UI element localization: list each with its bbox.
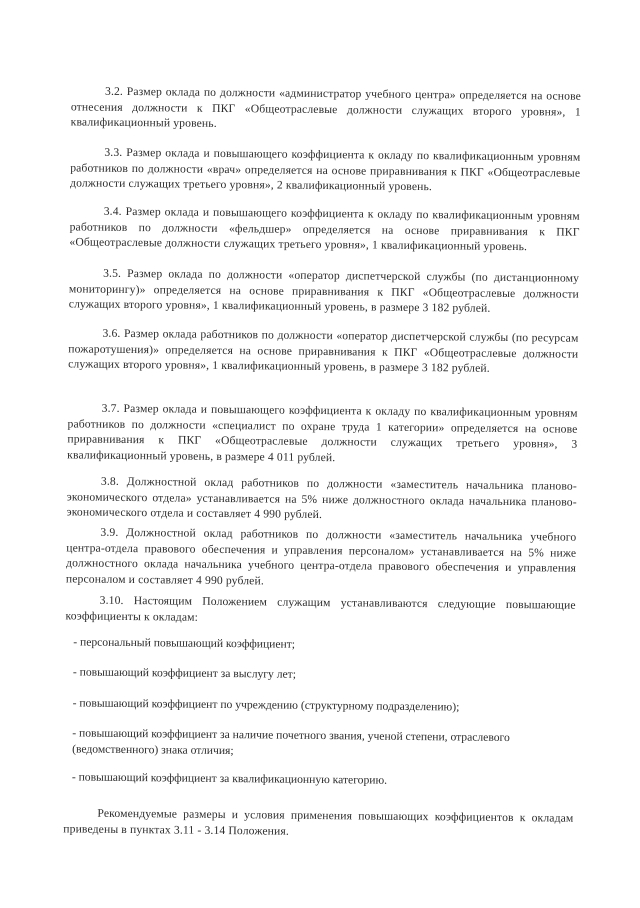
- paragraph-3-5: 3.5. Размер оклада по должности «оператор диспетчерской службы (по дистанционному мониторингу)» определяется на основе приравнивания к ПКГ «Общеотраслевые должности служащих второго уровня», 1 квалификационный уровень, в размере 3 182 рублей.: [68, 266, 580, 315]
- list-item-seniority-coefficient: - повышающий коэффициент за выслугу лет;: [72, 665, 297, 681]
- paragraph-3-10: 3.10. Настоящим Положением служащим устанавливаются следующие повышающие коэффициенты к окладам:: [65, 593, 576, 624]
- list-item-personal-coefficient: - персональный повышающий коэффициент;: [73, 635, 296, 651]
- list-item-qualification-coefficient: - повышающий коэффициент за квалификационную категорию.: [71, 770, 388, 787]
- paragraph-3-6: 3.6. Размер оклада работников по должности «оператор диспетчерской службы (по ресурсам пожаротушения)» определяется на основе приравнивания к ПКГ «Общеотраслевые должности служащих второго уровня», 1 квалификационный уровень, в размере 3 182 рублей.: [68, 326, 579, 375]
- list-item-honorary-title-coefficient: - повышающий коэффициент за наличие почетного звания, ученой степени, отраслевого (ведомственного) знака отличия;: [72, 726, 510, 757]
- paragraph-3-4: 3.4. Размер оклада и повышающего коэффициента к окладу по квалификационным уровням работников по должности «фельдшер» определяется на основе приравнивания к ПКГ «Общеотраслевые должности служащих третьего уровня», 1 квалификационный уровень.: [69, 204, 580, 254]
- paragraph-3-7: 3.7. Размер оклада и повышающего коэффициента к окладу по квалификационным уровням работников по должности «специалист по охране труда 1 категории» определяется на основе приравнивания к ПКГ «Общеотраслевые должности служащих третьего уровня», 3 квалификационный уровень, в размере 4 011 рублей.: [67, 401, 578, 464]
- closing-paragraph: Рекомендуемые размеры и условия применения повышающих коэффициентов к окладам приведены в пунктах 3.11 - 3.14 Положения.: [63, 806, 574, 838]
- paragraph-3-8: 3.8. Должностной оклад работников по должности «заместитель начальника планово-экономического отдела» устанавливается на 5% ниже должностного оклада начальника планово-экономического отдела и составляет 4 990 рублей.: [66, 474, 577, 522]
- paragraph-3-3: 3.3. Размер оклада и повышающего коэффициента к окладу по квалификационным уровням работников по должности «врач» определяется на основе приравнивания к ПКГ «Общеотраслевые должности служащих третьего уровня», 2 квалификационный уровень.: [70, 145, 581, 194]
- list-item-institution-coefficient: - повышающий коэффициент по учреждению (структурному подразделению);: [72, 696, 460, 714]
- paragraph-3-2: 3.2. Размер оклада по должности «администратор учебного центра» определяется на основе отнесения должности к ПКГ «Общеотраслевые должности служащих второго уровня», 1 квалификационный уровень.: [70, 84, 582, 130]
- paragraph-3-9: 3.9. Должностной оклад работников по должности «заместитель начальника учебного центра-отдела правового обеспечения и управления персоналом» устанавливается на 5% ниже должностного оклада начальника учебного центра-отдела правового обеспечения и управления персоналом и составляет 4 990 рублей.: [65, 525, 577, 587]
